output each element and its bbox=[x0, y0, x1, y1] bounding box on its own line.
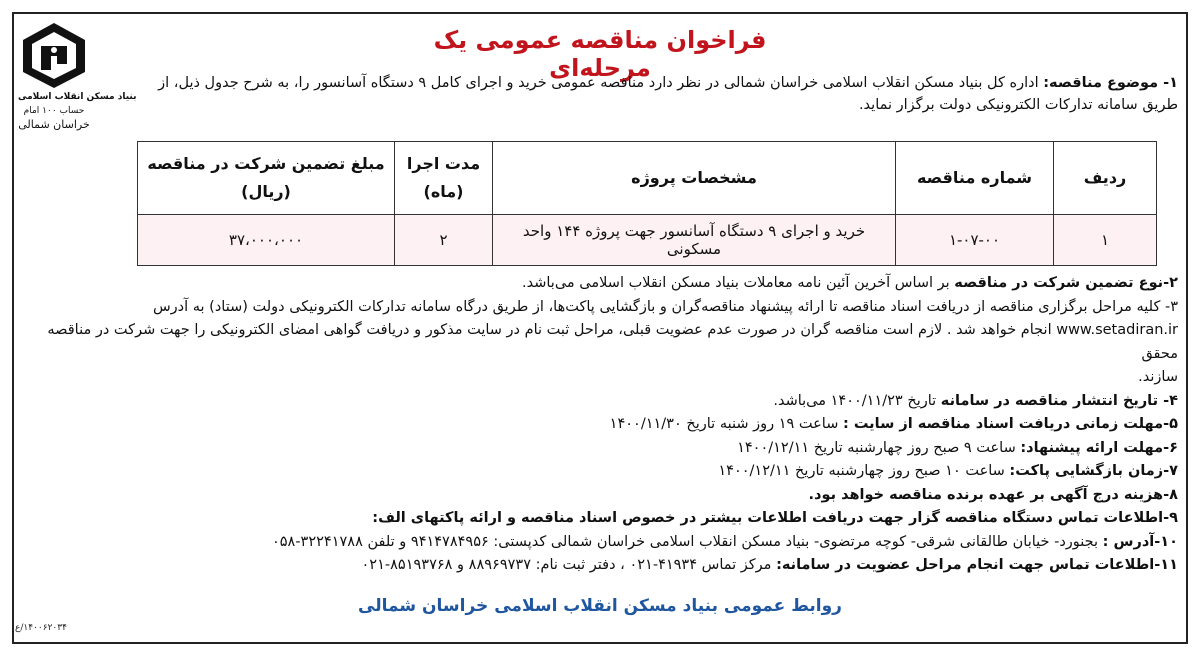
subject-text-2: طریق سامانه تدارکات الکترونیکی دولت برگزار نماید. bbox=[858, 97, 1178, 113]
header-row-no: ردیف bbox=[1054, 142, 1157, 215]
item-11-text: مرکز تماس ۴۱۹۳۴-۰۲۱ ، دفتر ثبت نام: ۸۸۹۶۹۷۳۷ و ۸۵۱۹۳۷۶۸-۰۲۱ bbox=[361, 557, 777, 573]
item-4-text: تاریخ ۱۴۰۰/۱۱/۲۳ می‌باشد. bbox=[773, 392, 941, 409]
header-guarantee: مبلغ تضمین شرکت در مناقصه (ریال) bbox=[138, 142, 395, 215]
item-5 bbox=[28, 413, 1178, 437]
item-7-text: ساعت ۱۰ صبح روز چهارشنبه تاریخ ۱۴۰۰/۱۲/۱۱ bbox=[718, 463, 1010, 479]
item-10-label: ۱۰-آدرس : bbox=[1102, 533, 1178, 550]
cell-row-no: ۱ bbox=[1054, 215, 1157, 266]
item-7-label: ۷-زمان بازگشایی پاکت: bbox=[1009, 463, 1178, 479]
logo-account: حساب ۱۰۰ امام bbox=[23, 106, 85, 116]
item-3-line-1: ۳- کلیه مراحل برگزاری مناقصه از دریافت اسناد مناقصه تا ارائه پیشنهاد مناقصه‌گران و بازگشایی پاکت‌ها، از طریق درگاه سامانه تدارکات الکترونیکی دولت (ستاد) به آدرس bbox=[152, 298, 1178, 315]
logo-icon bbox=[19, 20, 89, 90]
footer-signature: روابط عمومی بنیاد مسکن انقلاب اسلامی خراسان شمالی bbox=[358, 596, 842, 616]
item-8-text: ۸-هزینه درج آگهی بر عهده برنده مناقصه خواهد بود. bbox=[808, 486, 1178, 503]
item-6-text: ساعت ۹ صبح روز چهارشنبه تاریخ ۱۴۰۰/۱۲/۱۱ bbox=[737, 439, 1021, 456]
tender-table bbox=[137, 141, 1157, 266]
page-title: فراخوان مناقصه عمومی یک مرحله‌ای bbox=[433, 26, 767, 82]
logo bbox=[18, 20, 137, 170]
items-list bbox=[28, 272, 1178, 578]
item-9 bbox=[28, 507, 1178, 531]
item-3-line-2: www.setadiran.ir انجام خواهد شد . لازم است مناقصه گران در صورت عدم عضویت قبلی، مراحل ثبت نام در سایت مذکور و دریافت گواهی امضای الکترونیکی را جهت شرکت در مناقصه محقق bbox=[47, 322, 1178, 362]
table-row bbox=[138, 215, 1157, 266]
item-9-text: ۹-اطلاعات تماس دستگاه مناقصه گزار جهت دریافت اطلاعات بیشتر در خصوص اسناد مناقصه و ارائه پاکتهای الف: bbox=[372, 510, 1178, 526]
item-2-label: ۲-نوع تضمین شرکت در مناقصه bbox=[954, 275, 1178, 291]
subject-text-1: اداره کل بنیاد مسکن انقلاب اسلامی خراسان شمالی در نظر دارد مناقصه عمومی خرید و اجرای کامل ۹ دستگاه آسانسور را، به شرح جدول ذیل، از bbox=[158, 75, 1039, 91]
item-7 bbox=[28, 460, 1178, 484]
table-header-row bbox=[138, 142, 1157, 215]
item-10-text: بجنورد- خیابان طالقانی شرقی- کوچه مرتضوی- بنیاد مسکن انقلاب اسلامی خراسان شمالی کدپستی: ۹۴۱۴۷۸۴۹۵۶ و تلفن ۳۲۲۴۱۷۸۸-۰۵۸ bbox=[271, 533, 1103, 550]
item-8 bbox=[28, 484, 1178, 508]
header-duration: مدت اجرا (ماه) bbox=[395, 142, 493, 215]
item-10 bbox=[28, 531, 1178, 555]
subject-paragraph bbox=[108, 72, 1178, 116]
cell-spec: خرید و اجرای ۹ دستگاه آسانسور جهت پروژه ۱۴۴ واحد مسکونی bbox=[493, 215, 896, 266]
header-spec: مشخصات پروژه bbox=[493, 142, 896, 215]
item-5-text: ساعت ۱۹ روز شنبه تاریخ ۱۴۰۰/۱۱/۳۰ bbox=[609, 416, 843, 432]
item-4 bbox=[28, 390, 1178, 414]
item-11 bbox=[28, 554, 1178, 578]
item-3-line-3: سازند. bbox=[1138, 369, 1178, 385]
cell-duration: ۲ bbox=[395, 215, 493, 266]
logo-org-name: بنیاد مسکن انقلاب اسلامی bbox=[18, 92, 137, 102]
item-2 bbox=[28, 272, 1178, 296]
item-5-label: ۵-مهلت زمانی دریافت اسناد مناقصه از سایت : bbox=[842, 416, 1178, 432]
item-6 bbox=[28, 437, 1178, 461]
item-4-label: ۴- تاریخ انتشار مناقصه در سامانه bbox=[940, 392, 1178, 409]
item-11-label: ۱۱-اطلاعات تماس جهت انجام مراحل عضویت در سامانه: bbox=[776, 557, 1178, 573]
cell-guarantee: ۳۷،۰۰۰،۰۰۰ bbox=[138, 215, 395, 266]
item-6-label: ۶-مهلت ارائه پیشنهاد: bbox=[1020, 439, 1178, 456]
header-tender-no: شماره مناقصه bbox=[896, 142, 1054, 215]
logo-province: خراسان شمالی bbox=[18, 118, 90, 131]
subject-label: ۱- موضوع مناقصه: bbox=[1043, 75, 1178, 91]
item-2-text: بر اساس آخرین آئین نامه معاملات بنیاد مسکن انقلاب اسلامی می‌باشد. bbox=[522, 275, 955, 291]
cell-tender-no: ۱-۰۷-۰۰ bbox=[896, 215, 1054, 266]
document-code: ۱۴۰۰۶۲۰۳۴/ع bbox=[15, 623, 67, 633]
